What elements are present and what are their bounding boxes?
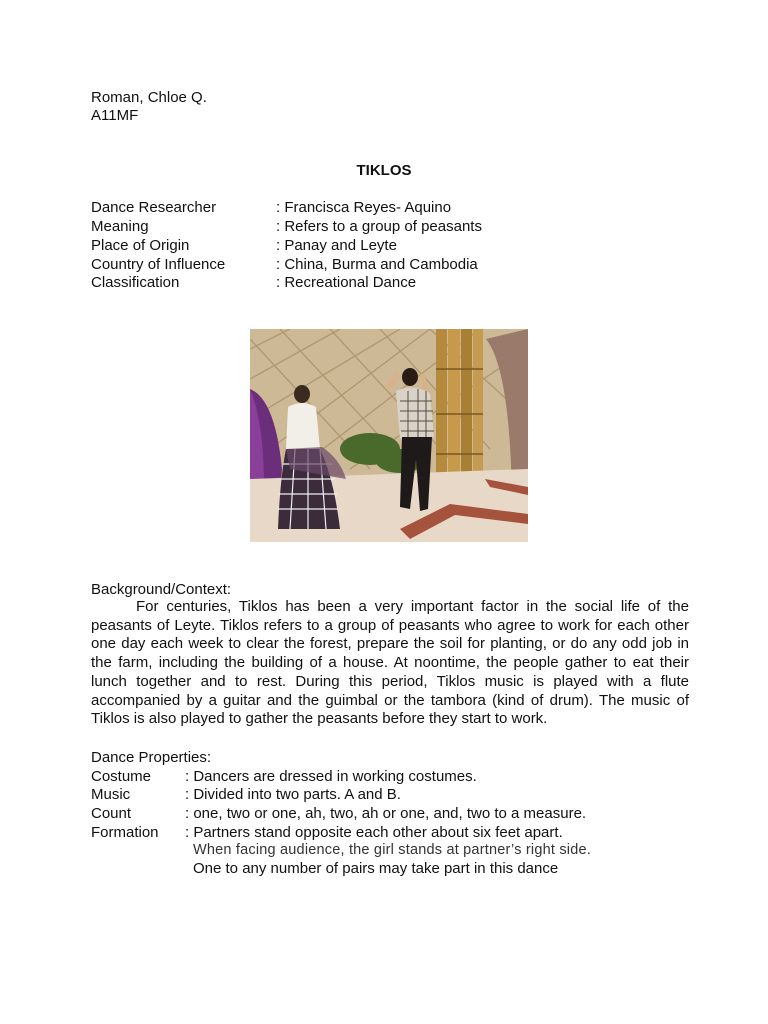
property-label-music: Music <box>91 786 131 803</box>
background-paragraph <box>91 598 689 729</box>
background-text: For centuries, Tiklos has been a very important factor in the social life of the peasants of Leyte. Tiklos refers to a group of peasants who agree to work for each other one day each week to clear the forest, prepare the soil for planting, or do any odd job in the farm, including the building of a house. At noontime, the people gather to eat their lunch together and to rest. During this period, Tiklos music is played with a flute accompanied by a guitar and the guimbal or the tambora (kind of drum). The music of Tiklos is also played to gather the peasants before they start to work. <box>91 598 689 728</box>
info-value-classification: : Recreational Dance <box>276 274 417 291</box>
info-value-origin: : Panay and Leyte <box>276 237 397 254</box>
background-heading: Background/Context: <box>91 581 232 598</box>
property-value-count: : one, two or one, ah, two, ah or one, and, two to a measure. <box>185 805 587 822</box>
info-label-meaning: Meaning <box>91 218 149 235</box>
property-value-formation: : Partners stand opposite each other about six feet apart. <box>185 824 563 841</box>
formation-note-pairs: One to any number of pairs may take part in this dance <box>193 860 559 877</box>
property-value-music: : Divided into two parts. A and B. <box>185 786 401 803</box>
document-title: TIKLOS <box>356 162 412 179</box>
formation-note-facing: When facing audience, the girl stands at partner’s right side. <box>193 842 591 858</box>
property-label-formation: Formation <box>91 824 159 841</box>
dancers-illustration <box>250 329 528 542</box>
property-label-count: Count <box>91 805 132 822</box>
info-value-meaning: : Refers to a group of peasants <box>276 218 482 235</box>
info-value-influence: : China, Burma and Cambodia <box>276 256 478 273</box>
author-name: Roman, Chloe Q. <box>91 89 207 106</box>
author-section: A11MF <box>91 107 139 124</box>
info-label-origin: Place of Origin <box>91 237 190 254</box>
info-label-influence: Country of Influence <box>91 256 226 273</box>
properties-heading: Dance Properties: <box>91 749 212 766</box>
dancers-photo <box>250 329 528 542</box>
info-label-classification: Classification <box>91 274 180 291</box>
info-label-researcher: Dance Researcher <box>91 199 217 216</box>
property-label-costume: Costume <box>91 768 152 785</box>
property-value-costume: : Dancers are dressed in working costumes. <box>185 768 477 785</box>
info-value-researcher: : Francisca Reyes- Aquino <box>276 199 452 216</box>
